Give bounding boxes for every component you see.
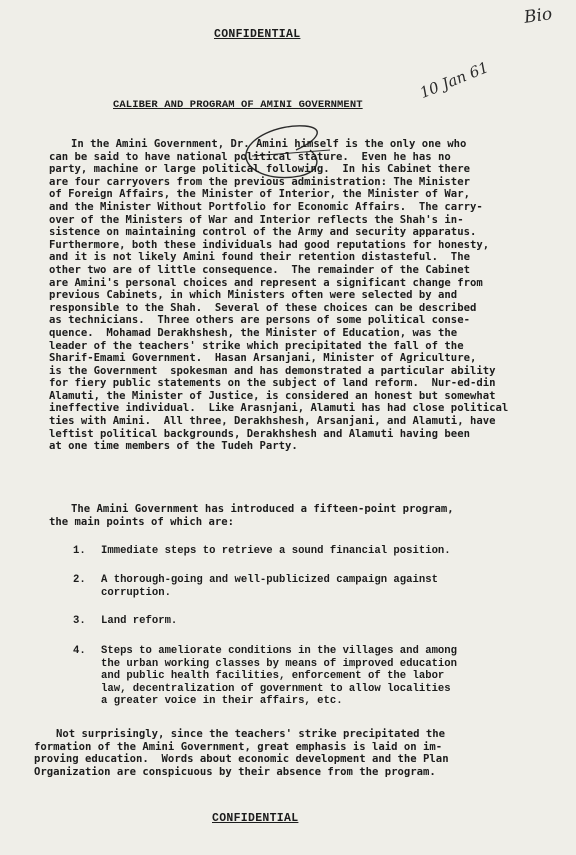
para1-line: ties with Amini. All three, Derakhshesh, Arsanjani, and Alamuti, have [49,415,496,428]
point-text: the urban working classes by means of improved education [101,657,458,670]
para1-line: leftist political backgrounds, Derakhshesh and Alamuti having been [49,427,470,440]
para1-line: of Foreign Affairs, the Minister of Interior, the Minister of War, [49,188,470,201]
point-text: corruption. [101,586,171,599]
para1-line: previous Cabinets, in which Ministers often were selected by and [49,289,458,302]
para1-line: In the Amini Government, Dr. Amini himself is the only one who [71,138,467,150]
para1-line: and the Minister Without Portfolio for Economic Affairs. The carry- [49,200,483,213]
para1-line: ineffective individual. Like Arasnjani, Alamuti has had close political [49,402,509,415]
point-text: Land reform. [101,615,178,627]
para1-line: and it is not likely Amini found their retention distasteful. The [49,251,470,264]
para1-line: at one time members of the Tudeh Party. [49,440,298,453]
handwritten-corner-note: Bio [522,4,554,28]
point-text: Steps to ameliorate conditions in the villages and among [101,645,458,657]
para3-line: Organization are conspicuous by their absence from the program. [34,765,436,778]
handwritten-date-note: 10 Jan 61 [417,58,492,102]
para1-line: quence. Mohamad Derakhshesh, the Minister of Education, was the [49,326,458,339]
para1-line: sistence on maintaining control of the Army and security apparatus. [49,226,477,239]
paragraph-education [34,728,449,778]
document-title: CALIBER AND PROGRAM OF AMINI GOVERNMENT [113,99,363,111]
para1-line: for fiery public statements on the subject of land reform. Nur-ed-din [49,377,496,390]
para3-line: formation of the Amini Government, great emphasis is laid on im- [34,740,443,753]
paragraph-cabinet [49,138,508,453]
point-number: 3. [73,615,86,627]
point-text: a greater voice in their affairs, etc. [101,695,343,708]
classification-stamp-top: CONFIDENTIAL [214,28,301,41]
para3-line: proving education. Words about economic development and the Plan [34,753,449,766]
point-text: law, decentralization of government to allow localities [101,682,451,695]
para1-line: responsible to the Shah. Several of these choices can be described [49,301,477,314]
para1-line: is the Government spokesman and has demonstrated a particular ability [49,364,496,377]
para1-line: are four carryovers from the previous administration: The Minister [49,175,470,188]
classification-stamp-bottom: CONFIDENTIAL [212,812,299,825]
para1-line: Sharif-Emami Government. Hasan Arsanjani, Minister of Agriculture, [49,352,477,365]
para1-line: are Amini's personal choices and represent a significant change from [49,276,483,289]
para1-line: as technicians. Three others are persons of some political conse- [49,314,470,327]
para1-line: leader of the teachers' strike which precipitated the fall of the [49,339,464,352]
para1-line: other two are of little consequence. The remainder of the Cabinet [49,263,470,276]
point-number: 4. [73,645,86,657]
point-text: Immediate steps to retrieve a sound financial position. [101,545,451,557]
paragraph-program-intro [49,503,454,528]
para2-line: the main points of which are: [49,515,234,528]
point-text: and public health facilities, enforcement of the labor [101,670,445,683]
para1-line: over of the Ministers of War and Interior reflects the Shah's in- [49,213,464,226]
point-number: 2. [73,574,86,586]
point-text: A thorough-going and well-publicized campaign against [101,574,438,586]
para1-line: party, machine or large political following. In his Cabinet there [49,163,470,176]
para3-line: Not surprisingly, since the teachers' strike precipitated the [56,728,446,740]
para1-line: Alamuti, the Minister of Justice, is considered an honest but somewhat [49,389,496,402]
para2-line: The Amini Government has introduced a fifteen-point program, [71,503,454,515]
para1-line: can be said to have national political stature. Even he has no [49,150,451,163]
point-number: 1. [73,545,86,557]
para1-line: Furthermore, both these individuals had good reputations for honesty, [49,238,490,251]
